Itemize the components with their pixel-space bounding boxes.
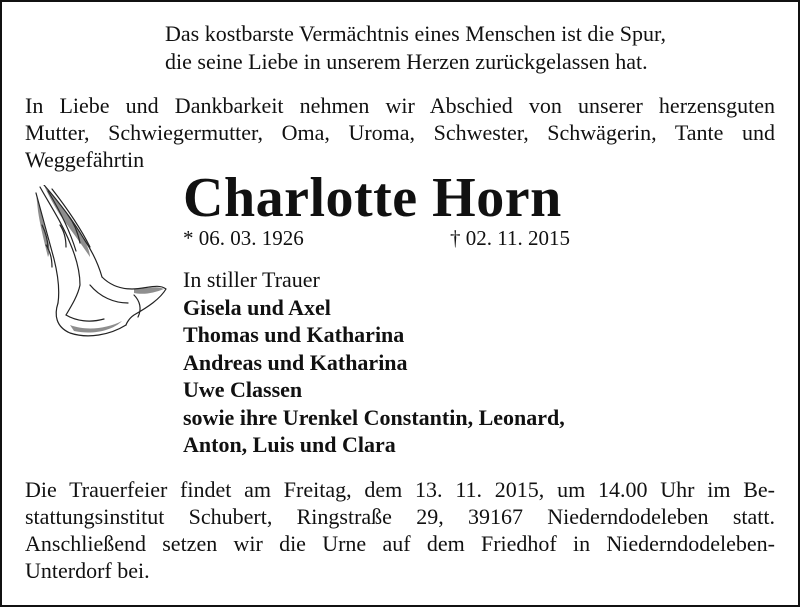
funeral-line-2: stattungsinstitut Schubert, Ringstraße 29, 39167 Niederndodeleben statt. xyxy=(25,504,775,529)
motto-line-2: die seine Liebe in unserem Herzen zurückgelassen hat. xyxy=(165,49,648,74)
mourners-list xyxy=(183,266,565,459)
intro-line-3: Weggefährtin xyxy=(25,147,145,172)
death-date: † 02. 11. 2015 xyxy=(450,226,570,250)
birth-date: * 06. 03. 1926 xyxy=(183,226,304,250)
funeral-line-3: Anschließend setzen wir die Urne auf dem Friedhof in Niederndodeleben- xyxy=(25,531,775,556)
mourner-line: sowie ihre Urenkel Constantin, Leonard, xyxy=(183,404,565,430)
mourner-line: Thomas und Katharina xyxy=(183,322,405,347)
mourner-line: Gisela und Axel xyxy=(183,294,331,320)
funeral-line-4: Unterdorf bei. xyxy=(25,558,150,583)
intro-line-2: Mutter, Schwiegermutter, Oma, Uroma, Schwester, Schwägerin, Tante und xyxy=(25,120,775,145)
mourner-line: Andreas und Katharina xyxy=(183,349,408,375)
funeral-line-1: Die Trauerfeier findet am Freitag, dem 13. 11. 2015, um 14.00 Uhr im Be- xyxy=(25,477,775,502)
mourner-line: Anton, Luis und Clara xyxy=(183,432,396,457)
intro-text xyxy=(25,92,775,173)
praying-hands-icon xyxy=(30,185,170,340)
mourner-line: Uwe Classen xyxy=(183,377,303,402)
intro-line-1: In Liebe und Dankbarkeit nehmen wir Abschied von unserer herzensguten xyxy=(25,93,775,118)
motto-line-1: Das kostbarste Vermächtnis eines Menschen ist die Spur, xyxy=(165,21,666,46)
motto xyxy=(165,20,666,76)
funeral-info xyxy=(25,476,775,584)
deceased-name: Charlotte Horn xyxy=(183,167,562,229)
mourners-lead: In stiller Trauer xyxy=(183,267,320,292)
